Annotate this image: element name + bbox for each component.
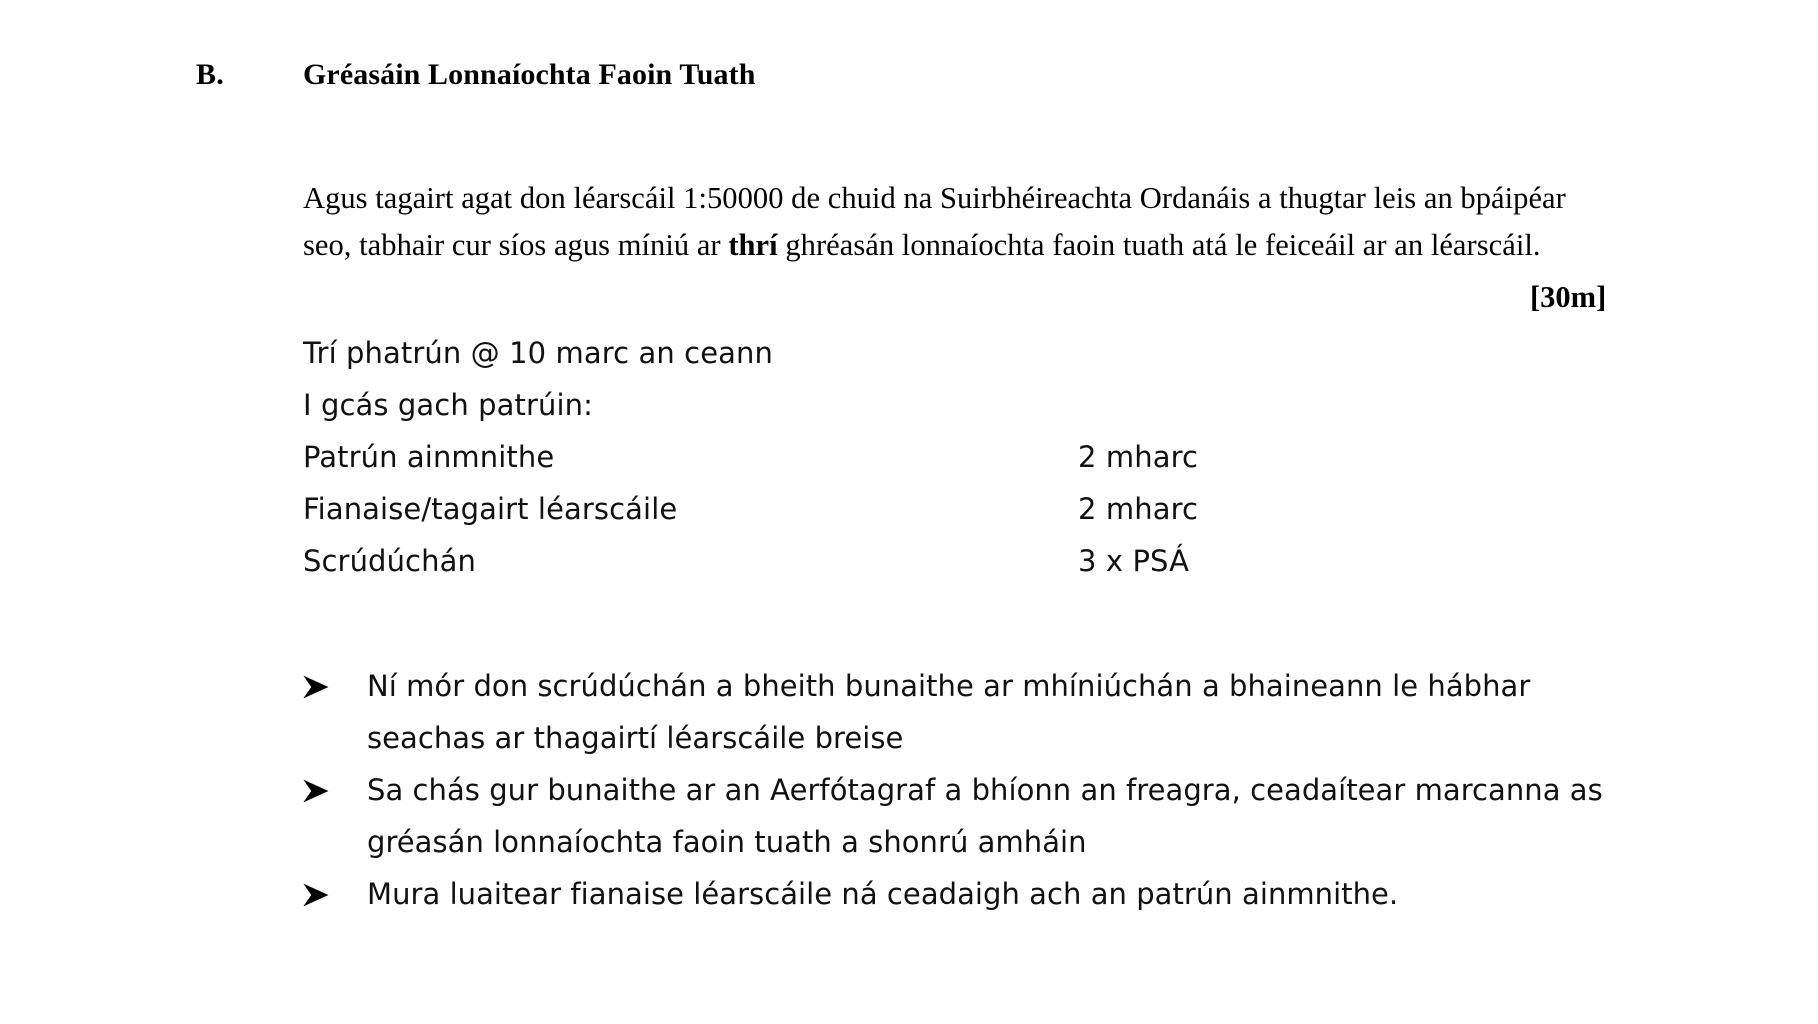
question-body-part2: ghréasán lonnaíochta faoin tuath atá le feiceáil ar an léarscáil. <box>777 227 1541 262</box>
scheme-value: 2 mharc <box>1078 440 1198 474</box>
scheme-value: 2 mharc <box>1078 492 1198 526</box>
scheme-criterion: Fianaise/tagairt léarscáile <box>303 492 678 526</box>
question-label: B. <box>196 58 224 91</box>
scheme-heading-line-1: Trí phatrún @ 10 marc an ceann <box>303 336 773 370</box>
notes-list <box>303 660 1623 920</box>
question-body-part1: Agus tagairt agat don léarscáil 1:50000 de chuid na Suirbhéireachta Ordanáis a thugtar leis an bpáipéar seo, tabhair cur síos agus míniú ar <box>303 180 1566 262</box>
list-item <box>303 868 1623 920</box>
scheme-criterion: Patrún ainmnithe <box>303 440 555 474</box>
scheme-value: 3 x PSÁ <box>1078 544 1190 578</box>
list-item-text: Ní mór don scrúdúchán a bheith bunaithe ar mhíniúchán a bhaineann le hábhar seachas ar thagairtí léarscáile breise <box>367 669 1531 755</box>
list-item <box>303 660 1623 764</box>
arrowhead-bullet-icon <box>303 660 367 712</box>
list-item <box>303 764 1623 868</box>
list-item-text: Mura luaitear fianaise léarscáile ná ceadaigh ach an patrún ainmnithe. <box>367 877 1399 911</box>
total-marks-badge: [30m] <box>1530 280 1607 314</box>
question-body-text <box>303 175 1621 269</box>
scheme-criterion: Scrúdúchán <box>303 544 476 578</box>
scheme-row <box>303 431 1603 483</box>
arrowhead-bullet-icon <box>303 868 367 920</box>
list-item-text: Sa chás gur bunaithe ar an Aerfótagraf a bhíonn an freagra, ceadaítear marcanna as gréasán lonnaíochta faoin tuath a shonrú amháin <box>367 773 1603 859</box>
scheme-heading-line-2: I gcás gach patrúin: <box>303 388 594 422</box>
arrowhead-bullet-icon <box>303 764 367 816</box>
scheme-row <box>303 483 1603 535</box>
question-heading <box>196 58 755 92</box>
scheme-row <box>303 535 1603 587</box>
question-body-emphasis: thrí <box>728 227 778 262</box>
question-title: Gréasáin Lonnaíochta Faoin Tuath <box>303 58 756 91</box>
marking-scheme-block <box>303 327 1603 587</box>
